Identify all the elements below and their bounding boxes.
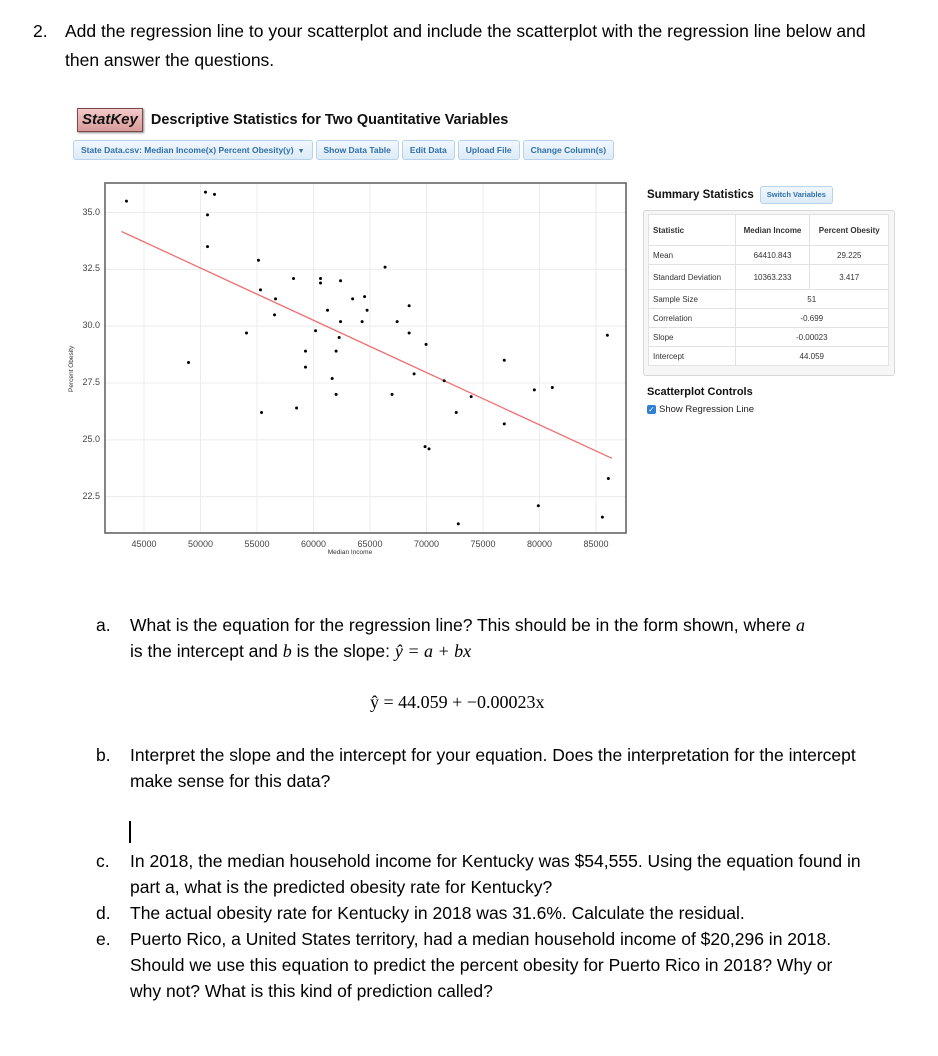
data-point (292, 277, 295, 280)
text-cursor[interactable] (129, 821, 131, 843)
cell-sd-y: 3.417 (810, 265, 889, 290)
data-point (424, 445, 427, 448)
x-axis-label: Median Income (327, 549, 373, 556)
data-point (339, 320, 342, 323)
data-point (551, 386, 554, 389)
header-median-income: Median Income (735, 215, 810, 246)
show-regression-line-label: Show Regression Line (659, 404, 755, 415)
header-statistic: Statistic (649, 215, 736, 246)
summary-header (647, 186, 833, 204)
data-point (125, 200, 128, 203)
data-point (304, 350, 307, 353)
data-point (206, 213, 209, 216)
cell-label: Intercept (649, 347, 736, 366)
x-tick-label: 80000 (527, 539, 553, 549)
chevron-down-icon: ▼ (297, 148, 305, 155)
question-2 (33, 17, 893, 75)
var-a: a (796, 615, 806, 635)
data-point (314, 329, 317, 332)
data-point (361, 320, 364, 323)
data-point (443, 379, 446, 382)
data-point (366, 309, 369, 312)
question-a-label: a. (96, 615, 111, 635)
question-b (96, 742, 866, 794)
cell-sd-x: 10363.233 (735, 265, 810, 290)
data-point (384, 266, 387, 269)
statkey-logo[interactable]: StatKey (77, 108, 143, 132)
cell-slope: -0.00023 (735, 328, 889, 347)
data-point (408, 332, 411, 335)
data-point (351, 297, 354, 300)
x-tick-label: 75000 (470, 539, 496, 549)
x-tick-label: 55000 (244, 539, 270, 549)
data-point (206, 245, 209, 248)
question-number: 2. (33, 21, 48, 41)
y-tick-label: 25.0 (82, 433, 100, 444)
cell-label: Correlation (649, 309, 736, 328)
cell-label: Standard Deviation (649, 265, 736, 290)
question-2-text: Add the regression line to your scatterplot and include the scatterplot with the regression line below and then answer the questions. (65, 21, 866, 70)
data-point (273, 313, 276, 316)
switch-variables-button[interactable]: Switch Variables (760, 186, 833, 204)
y-tick-label: 27.5 (82, 377, 100, 387)
y-tick-label: 22.5 (82, 490, 100, 501)
question-e (96, 926, 866, 1004)
question-d-label: d. (96, 903, 111, 923)
data-point (213, 193, 216, 196)
statkey-toolbar (73, 140, 614, 160)
question-e-label: e. (96, 929, 111, 949)
question-d (96, 900, 866, 926)
x-tick-label: 85000 (583, 539, 609, 549)
question-c (96, 848, 866, 900)
data-point (187, 361, 190, 364)
data-point (607, 477, 610, 480)
regression-form: ŷ = a + bx (394, 641, 472, 661)
data-point (335, 350, 338, 353)
question-a (96, 612, 866, 664)
data-point (391, 393, 394, 396)
text-fragment: is the slope: (291, 641, 395, 661)
data-point (537, 504, 540, 507)
data-point (363, 295, 366, 298)
data-point (601, 516, 604, 519)
x-tick-label: 65000 (357, 539, 383, 549)
x-tick-label: 50000 (187, 539, 213, 549)
question-b-label: b. (96, 745, 111, 765)
statkey-title: Descriptive Statistics for Two Quantitative Variables (150, 112, 509, 128)
scatterplot-controls-title: Scatterplot Controls (647, 386, 753, 398)
question-c-label: c. (96, 851, 110, 871)
var-b: b (282, 641, 292, 661)
header-percent-obesity: Percent Obesity (810, 215, 889, 246)
row-sd (649, 265, 889, 290)
cell-correlation: -0.699 (735, 309, 889, 328)
cell-label: Mean (649, 246, 736, 265)
summary-title: Summary Statistics (647, 189, 754, 201)
row-correlation (649, 309, 889, 328)
regression-line (121, 231, 611, 458)
data-point (606, 334, 609, 337)
question-b-text: Interpret the slope and the intercept for your equation. Does the interpretation for the intercept make sense for this data? (130, 745, 856, 791)
plot-frame (105, 183, 626, 533)
cell-mean-x: 64410.843 (735, 246, 810, 265)
statkey-header (77, 108, 508, 132)
data-point (295, 407, 298, 410)
data-point (428, 447, 431, 450)
show-data-table-button[interactable]: Show Data Table (316, 140, 399, 160)
dataset-dropdown-label: State Data.csv: Median Income(x) Percent Obesity(y) (81, 145, 294, 155)
question-a-text (130, 612, 866, 664)
data-point (408, 304, 411, 307)
data-point (503, 422, 506, 425)
data-point (396, 320, 399, 323)
row-slope (649, 328, 889, 347)
change-columns-button[interactable]: Change Column(s) (523, 140, 615, 160)
data-point (455, 411, 458, 414)
edit-data-button[interactable]: Edit Data (402, 140, 455, 160)
data-point (204, 191, 207, 194)
y-axis-label: Percent Obesity (68, 345, 75, 392)
data-point (533, 388, 536, 391)
y-tick-label: 32.5 (82, 263, 100, 274)
summary-table (648, 214, 889, 366)
checkbox-checked-icon[interactable]: ✓ (648, 405, 655, 414)
answer-equation[interactable]: ŷ = 44.059 + −0.00023x (370, 692, 545, 712)
data-point (470, 395, 473, 398)
upload-file-button[interactable]: Upload File (458, 140, 520, 160)
cell-label: Sample Size (649, 290, 736, 309)
row-mean (649, 246, 889, 265)
text-fragment: is the intercept and (130, 641, 283, 661)
cell-mean-y: 29.225 (810, 246, 889, 265)
question-c-text: In 2018, the median household income for Kentucky was $54,555. Using the equation found in part a, what is the predicted obesity rate for Kentucky? (130, 851, 861, 897)
show-regression-line-toggle[interactable] (647, 404, 754, 415)
data-point (338, 336, 341, 339)
data-point (245, 332, 248, 335)
data-point (274, 297, 277, 300)
dataset-dropdown[interactable] (73, 140, 313, 160)
y-tick-label: 35.0 (82, 206, 100, 217)
data-point (304, 366, 307, 369)
cell-intercept: 44.059 (735, 347, 889, 366)
data-point (257, 259, 260, 262)
data-point (319, 277, 322, 280)
row-intercept (649, 347, 889, 366)
question-d-text: The actual obesity rate for Kentucky in 2018 was 31.6%. Calculate the residual. (130, 903, 745, 923)
data-point (413, 372, 416, 375)
data-point (335, 393, 338, 396)
data-point (259, 288, 262, 291)
summary-panel (643, 210, 895, 376)
data-point (260, 411, 263, 414)
x-tick-label: 45000 (131, 539, 157, 549)
data-point (331, 377, 334, 380)
data-point (425, 343, 428, 346)
y-tick-label: 30.0 (82, 320, 100, 331)
cell-sample-size: 51 (735, 290, 889, 309)
text-fragment: What is the equation for the regression line? This should be in the form shown, where (130, 615, 797, 635)
row-sample-size (649, 290, 889, 309)
x-tick-label: 70000 (414, 539, 440, 549)
data-point (319, 282, 322, 285)
data-point (326, 309, 329, 312)
question-e-text: Puerto Rico, a United States territory, had a median household income of $20,296 in 2018. Should we use this equation to predict the percent obesity for Puerto Rico in 2018? Why or why not? What is this kind of prediction called? (130, 929, 833, 1001)
cell-label: Slope (649, 328, 736, 347)
data-point (503, 359, 506, 362)
data-point (339, 279, 342, 282)
x-tick-label: 60000 (300, 539, 327, 549)
data-point (457, 522, 460, 525)
